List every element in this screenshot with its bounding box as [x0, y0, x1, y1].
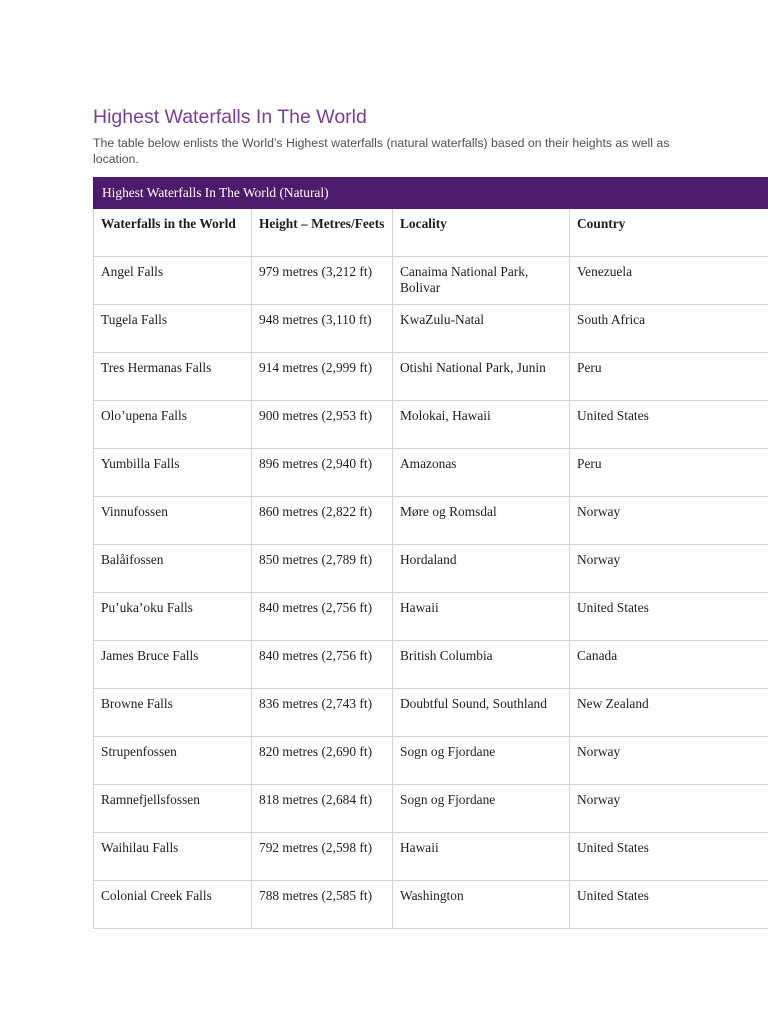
- table-row: [94, 737, 768, 785]
- column-header-height: Height – Metres/Feets: [252, 209, 393, 257]
- cell-height: 979 metres (3,212 ft): [252, 257, 393, 305]
- table-row: [94, 833, 768, 881]
- cell-waterfall-name: Waihilau Falls: [94, 833, 252, 881]
- cell-waterfall-name: Pu’uka’oku Falls: [94, 593, 252, 641]
- cell-country: Norway: [570, 737, 768, 785]
- cell-waterfall-name: Browne Falls: [94, 689, 252, 737]
- cell-waterfall-name: Yumbilla Falls: [94, 449, 252, 497]
- cell-locality: Sogn og Fjordane: [393, 737, 570, 785]
- cell-locality: British Columbia: [393, 641, 570, 689]
- cell-waterfall-name: Ramnefjellsfossen: [94, 785, 252, 833]
- cell-height: 900 metres (2,953 ft): [252, 401, 393, 449]
- cell-country: United States: [570, 881, 768, 929]
- cell-waterfall-name: Balåifossen: [94, 545, 252, 593]
- cell-country: Norway: [570, 545, 768, 593]
- cell-waterfall-name: Olo’upena Falls: [94, 401, 252, 449]
- table-row: [94, 353, 768, 401]
- cell-locality: Washington: [393, 881, 570, 929]
- cell-height: 788 metres (2,585 ft): [252, 881, 393, 929]
- cell-locality: Hawaii: [393, 833, 570, 881]
- cell-waterfall-name: Tugela Falls: [94, 305, 252, 353]
- cell-height: 948 metres (3,110 ft): [252, 305, 393, 353]
- table-row: [94, 401, 768, 449]
- cell-height: 914 metres (2,999 ft): [252, 353, 393, 401]
- column-header-country: Country: [570, 209, 768, 257]
- cell-locality: Molokai, Hawaii: [393, 401, 570, 449]
- cell-country: South Africa: [570, 305, 768, 353]
- cell-locality: Møre og Romsdal: [393, 497, 570, 545]
- cell-locality: Otishi National Park, Junin: [393, 353, 570, 401]
- cell-locality: KwaZulu-Natal: [393, 305, 570, 353]
- waterfalls-table: [93, 177, 768, 929]
- cell-locality: Sogn og Fjordane: [393, 785, 570, 833]
- cell-country: Peru: [570, 353, 768, 401]
- cell-height: 860 metres (2,822 ft): [252, 497, 393, 545]
- cell-waterfall-name: Colonial Creek Falls: [94, 881, 252, 929]
- cell-height: 820 metres (2,690 ft): [252, 737, 393, 785]
- page-title: Highest Waterfalls In The World: [93, 106, 367, 128]
- table-row: [94, 449, 768, 497]
- cell-country: United States: [570, 401, 768, 449]
- cell-height: 896 metres (2,940 ft): [252, 449, 393, 497]
- cell-country: Peru: [570, 449, 768, 497]
- cell-country: United States: [570, 833, 768, 881]
- table-row: [94, 593, 768, 641]
- cell-waterfall-name: Angel Falls: [94, 257, 252, 305]
- waterfalls-table-container: [93, 177, 768, 929]
- table-row: [94, 497, 768, 545]
- cell-country: New Zealand: [570, 689, 768, 737]
- cell-country: Venezuela: [570, 257, 768, 305]
- cell-height: 818 metres (2,684 ft): [252, 785, 393, 833]
- column-header-waterfall: Waterfalls in the World: [94, 209, 252, 257]
- cell-locality: Canaima National Park, Bolivar: [393, 257, 570, 305]
- cell-locality: Hawaii: [393, 593, 570, 641]
- table-row: [94, 641, 768, 689]
- cell-country: Norway: [570, 497, 768, 545]
- cell-height: 840 metres (2,756 ft): [252, 641, 393, 689]
- cell-country: Norway: [570, 785, 768, 833]
- cell-country: Canada: [570, 641, 768, 689]
- cell-height: 840 metres (2,756 ft): [252, 593, 393, 641]
- table-row: [94, 785, 768, 833]
- cell-waterfall-name: Strupenfossen: [94, 737, 252, 785]
- intro-paragraph: The table below enlists the World’s Highest waterfalls (natural waterfalls) based on their heights as well as location.: [93, 136, 670, 166]
- table-header-row: [94, 209, 768, 257]
- table-row: [94, 689, 768, 737]
- cell-locality: Hordaland: [393, 545, 570, 593]
- table-caption: Highest Waterfalls In The World (Natural): [94, 178, 768, 209]
- column-header-locality: Locality: [393, 209, 570, 257]
- cell-waterfall-name: Tres Hermanas Falls: [94, 353, 252, 401]
- table-row: [94, 881, 768, 929]
- cell-height: 792 metres (2,598 ft): [252, 833, 393, 881]
- cell-locality: Doubtful Sound, Southland: [393, 689, 570, 737]
- table-row: [94, 545, 768, 593]
- cell-height: 836 metres (2,743 ft): [252, 689, 393, 737]
- table-row: [94, 305, 768, 353]
- cell-height: 850 metres (2,789 ft): [252, 545, 393, 593]
- cell-waterfall-name: James Bruce Falls: [94, 641, 252, 689]
- table-row: [94, 257, 768, 305]
- cell-waterfall-name: Vinnufossen: [94, 497, 252, 545]
- cell-country: United States: [570, 593, 768, 641]
- cell-locality: Amazonas: [393, 449, 570, 497]
